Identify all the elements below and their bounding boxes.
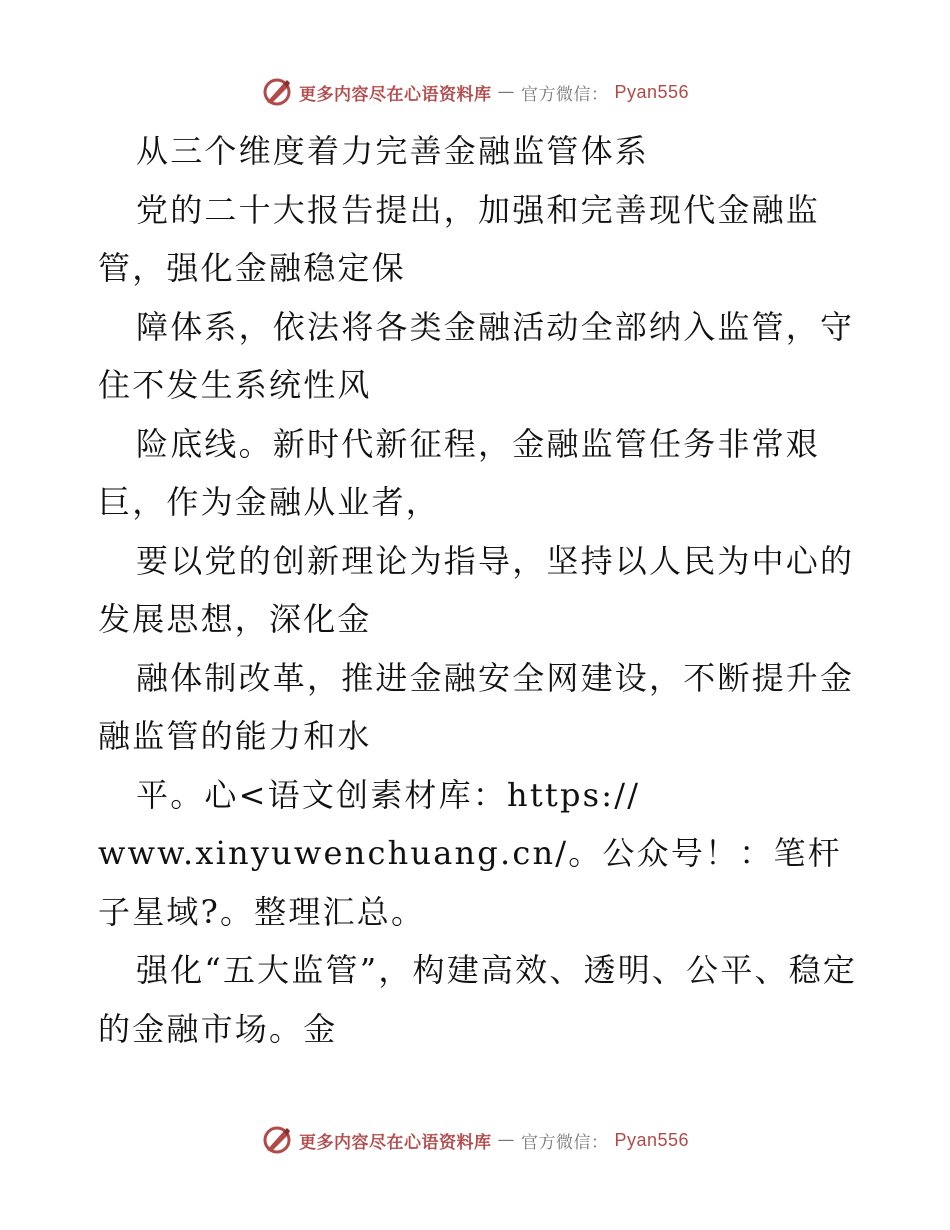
paragraph: 障体系，依法将各类金融活动全部纳入监管，守住不发生系统性风 xyxy=(98,307,855,404)
paragraph: www.xinyuwenchuang.cn/。公众号！：笔杆子星域?。整理汇总。 xyxy=(98,834,842,931)
banner-wechat-label: 官方微信： xyxy=(520,1132,609,1153)
paragraph: 融体制改革，推进金融安全网建设，不断提升金融监管的能力和水 xyxy=(98,658,855,755)
banner-text: 更多内容尽在心语资料库 xyxy=(298,84,492,105)
paragraph-title: 从三个维度着力完善金融监管体系 xyxy=(136,132,650,170)
paragraph: 要以党的创新理论为指导，坚持以人民为中心的发展思想，深化金 xyxy=(98,541,855,638)
header-banner xyxy=(0,76,950,108)
paragraph: 平。心<语文创素材库：https:// xyxy=(136,775,641,814)
banner-dash: — xyxy=(497,1130,515,1150)
banner-text: 更多内容尽在心语资料库 xyxy=(298,1132,492,1153)
banner-wechat-label: 官方微信： xyxy=(520,84,609,105)
footer-banner xyxy=(0,1124,950,1156)
pen-logo-icon xyxy=(261,76,293,108)
banner-dash: — xyxy=(497,82,515,102)
banner-wechat-id: Pyan556 xyxy=(614,81,690,102)
paragraph: 险底线。新时代新征程，金融监管任务非常艰巨，作为金融从业者， xyxy=(98,424,821,521)
banner-wechat-id: Pyan556 xyxy=(614,1129,690,1150)
document-body xyxy=(98,122,858,1058)
paragraph: 党的二十大报告提出，加强和完善现代金融监管，强化金融稳定保 xyxy=(98,190,821,287)
pen-logo-icon xyxy=(261,1124,293,1156)
paragraph: 强化“五大监管”，构建高效、透明、公平、稳定的金融市场。金 xyxy=(98,951,858,1048)
